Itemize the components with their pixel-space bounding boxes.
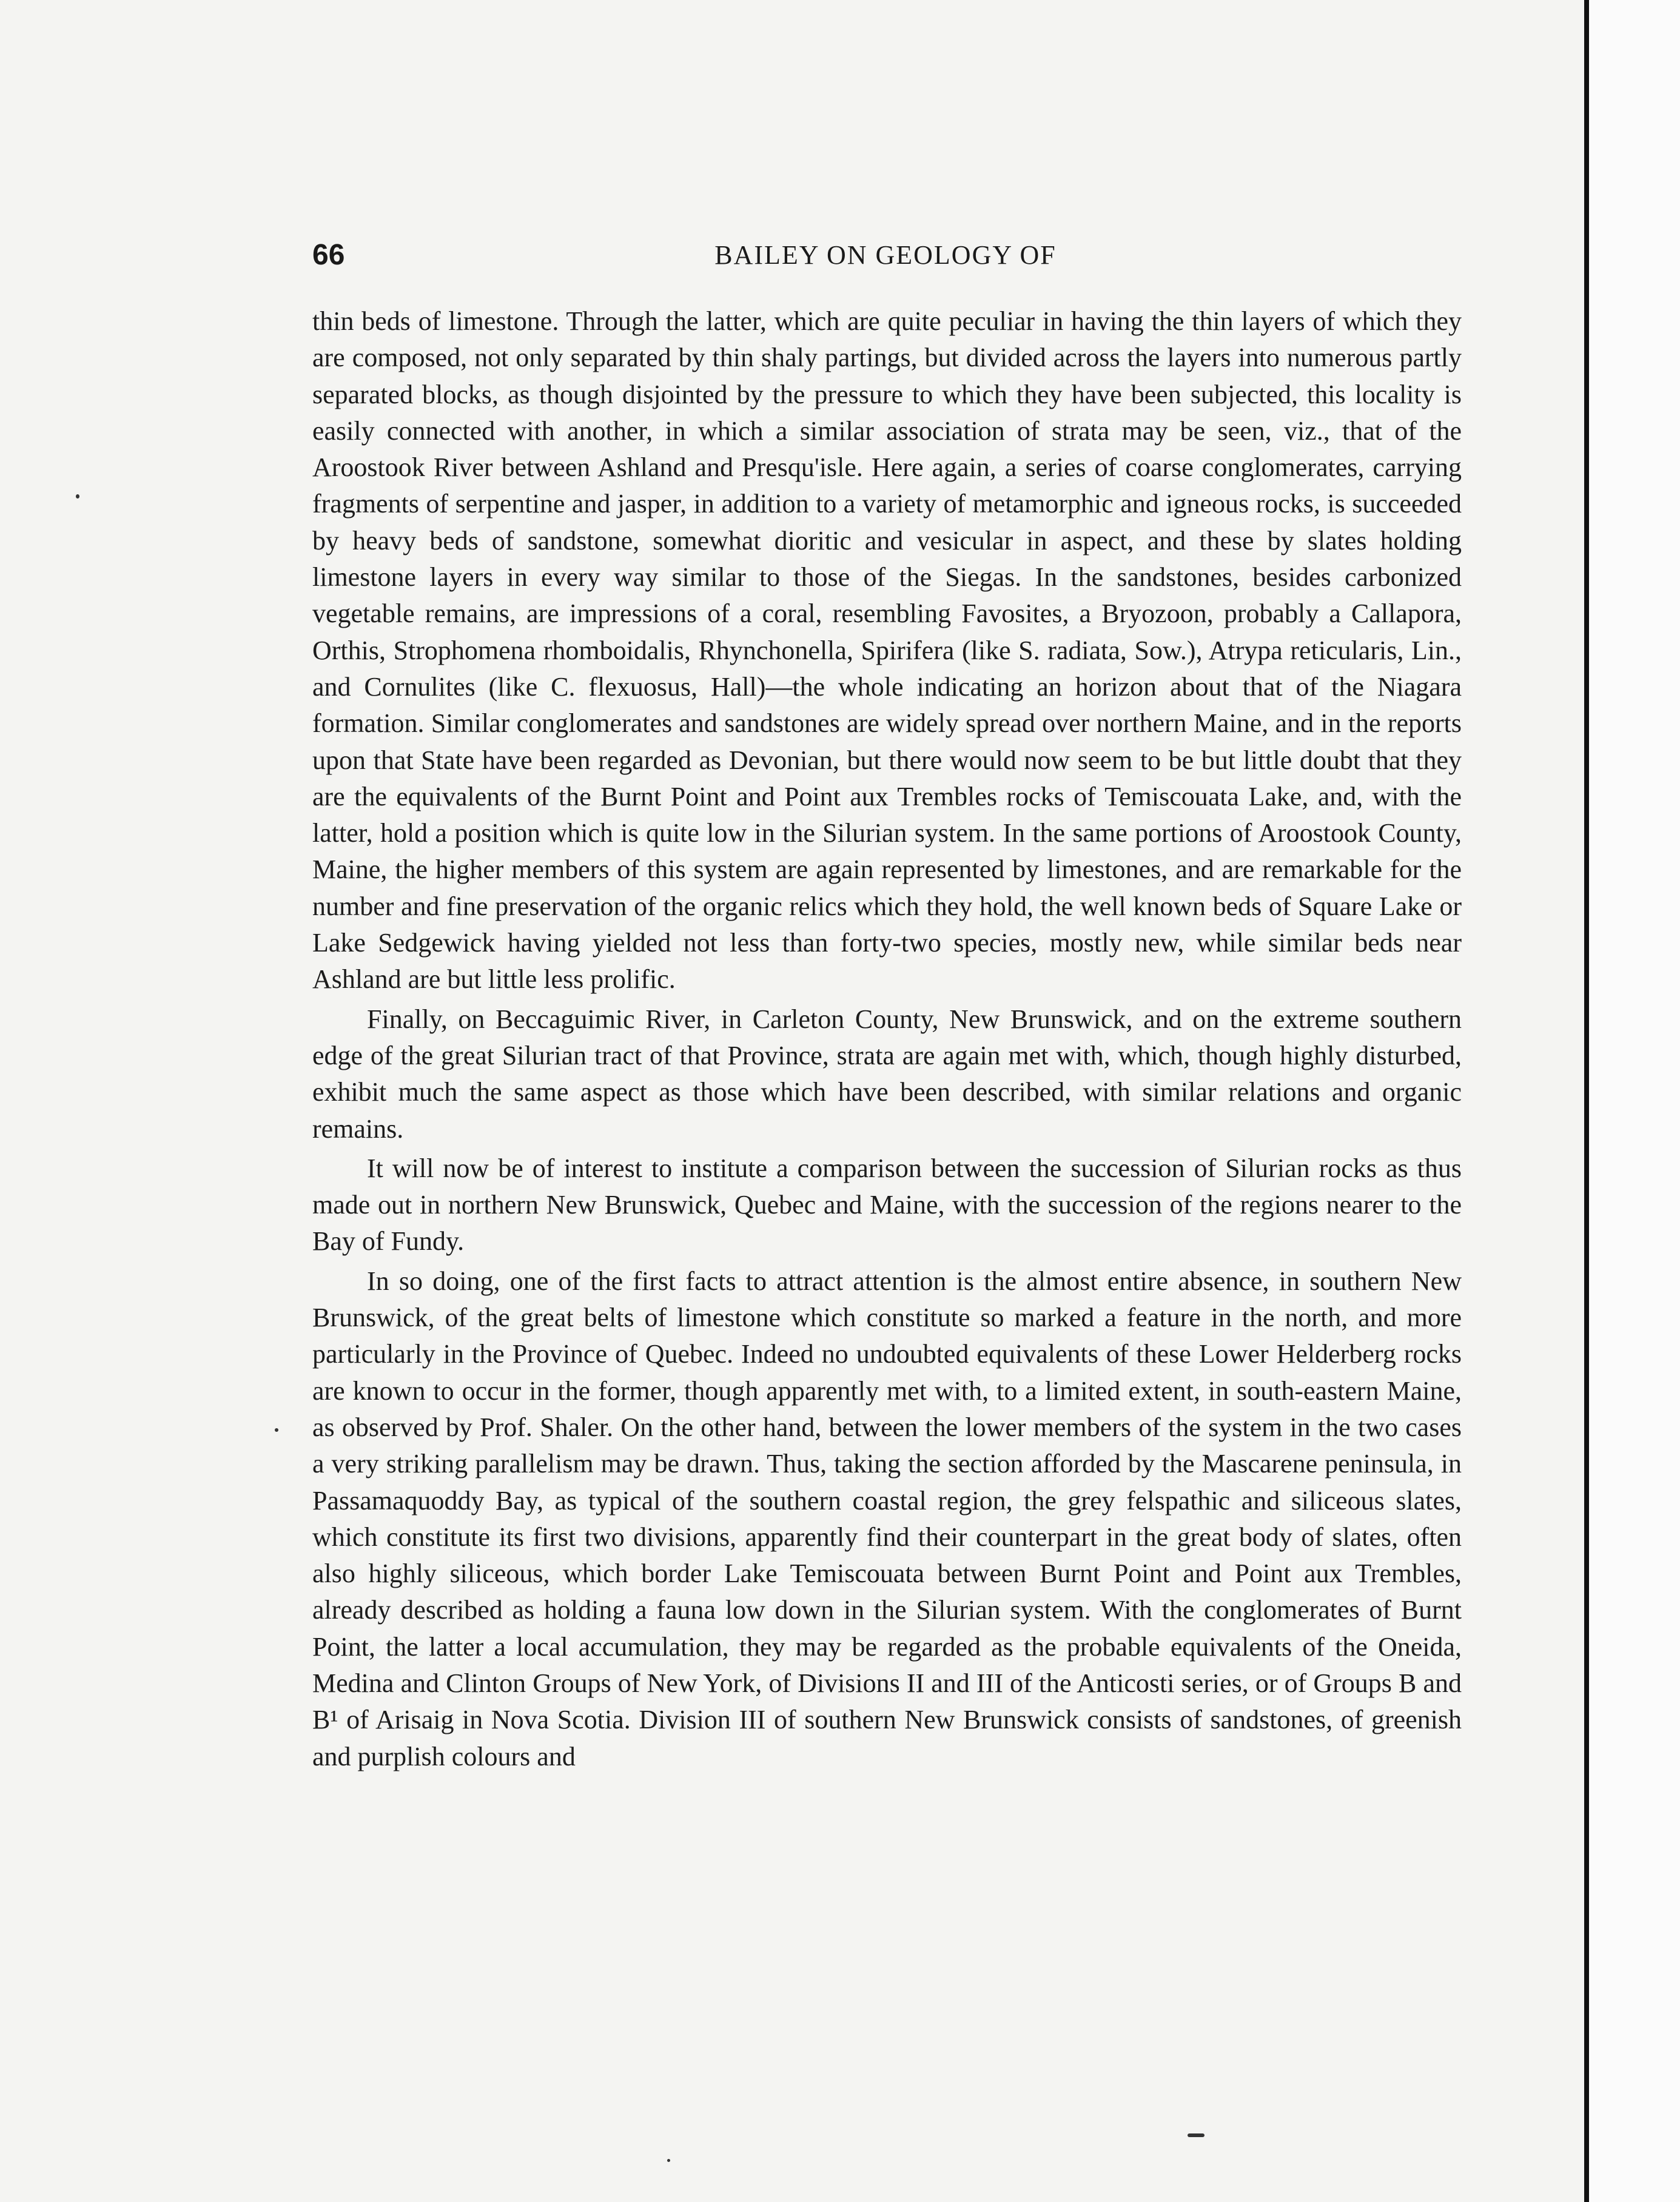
scan-speck: [76, 494, 79, 498]
page-header: [312, 238, 1459, 275]
scan-speck: [275, 1428, 278, 1432]
paragraph: Finally, on Beccaguimic River, in Carleton County, New Brunswick, and on the extreme southern edge of the great Silurian tract of that Province, strata are again met with, which, though highly disturbed, exhibit much the same aspect as those which have been described, with similar relations and organic remains.: [312, 1004, 1462, 1144]
scan-speck: [1188, 2133, 1205, 2137]
right-margin: [1589, 0, 1680, 2202]
page-edge-shadow: [1584, 0, 1589, 2202]
running-head: BAILEY ON GEOLOGY OF: [714, 240, 1057, 270]
scan-speck: [667, 2159, 670, 2162]
paragraph: thin beds of limestone. Through the latter, which are quite peculiar in having the thin layers of which they are composed, not only separated by thin shaly partings, but divided across the layers into numerous partly separated blocks, as though disjointed by the pressure to which they have been subjected, this locality is easily connected with another, in which a similar association of strata may be seen, viz., that of the Aroostook River between Ashland and Presqu'isle. Here again, a series of coarse conglomerates, carrying fragments of serpentine and jasper, in addition to a variety of metamorphic and igneous rocks, is succeeded by heavy beds of sandstone, somewhat dioritic and vesicular in aspect, and these by slates holding limestone layers in every way similar to those of the Siegas. In the sandstones, besides carbonized vegetable remains, are impressions of a coral, resembling Favosites, a Bryozoon, probably a Callapora, Orthis, Strophomena rhomboidalis, Rhynchonella, Spirifera (like S. radiata, Sow.), Atrypa reticularis, Lin., and Cornulites (like C. flexuosus, Hall)—the whole indicating an horizon about that of the Niagara formation. Similar conglomerates and sandstones are widely spread over northern Maine, and in the reports upon that State have been regarded as Devonian, but there would now seem to be but little doubt that they are the equivalents of the Burnt Point and Point aux Trembles rocks of Temiscouata Lake, and, with the latter, hold a position which is quite low in the Silurian system. In the same portions of Aroostook County, Maine, the higher members of this system are again represented by limestones, and are remarkable for the number and fine preservation of the organic relics which they hold, the well known beds of Square Lake or Lake Sedgewick having yielded not less than forty-two species, mostly new, while similar beds near Ashland are but little less prolific.: [312, 306, 1462, 995]
page-number: 66: [312, 239, 345, 271]
body-text: [312, 303, 1462, 1775]
paragraph: In so doing, one of the first facts to attract attention is the almost entire absence, in southern New Brunswick, of the great belts of limestone which constitute so marked a feature in the north, and more particularly in the Province of Quebec. Indeed no undoubted equivalents of these Lower Helderberg rocks are known to occur in the former, though apparently met with, to a limited extent, in south-eastern Maine, as observed by Prof. Shaler. On the other hand, between the lower members of the system in the two cases a very striking parallelism may be drawn. Thus, taking the section afforded by the Mascarene peninsula, in Passamaquoddy Bay, as typical of the southern coastal region, the grey felspathic and siliceous slates, which constitute its first two divisions, apparently find their counterpart in the great body of slates, often also highly siliceous, which border Lake Temiscouata between Burnt Point and Point aux Trembles, already described as holding a fauna low down in the Silurian system. With the conglomerates of Burnt Point, the latter a local accumulation, they may be regarded as the probable equivalents of the Oneida, Medina and Clinton Groups of New York, of Divisions II and III of the Anticosti series, or of Groups B and B¹ of Arisaig in Nova Scotia. Division III of southern New Brunswick consists of sandstones, of greenish and purplish colours and: [312, 1266, 1462, 1771]
paragraph: It will now be of interest to institute a comparison between the succession of Silurian rocks as thus made out in northern New Brunswick, Quebec and Maine, with the succession of the regions nearer to the Bay of Fundy.: [312, 1153, 1462, 1257]
